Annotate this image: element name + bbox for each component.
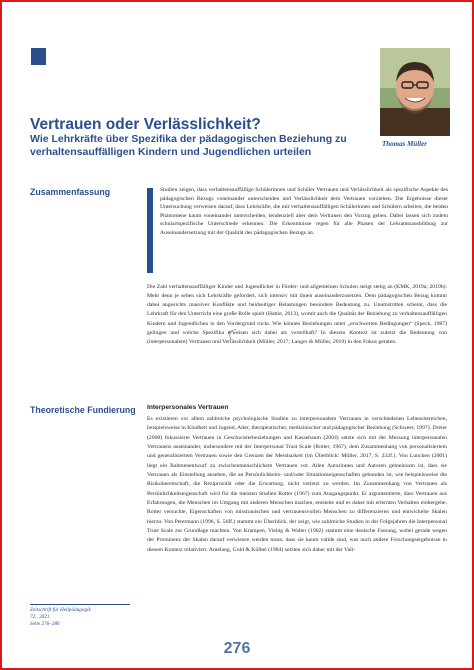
- theory-heading: Theoretische Fundierung: [30, 405, 136, 415]
- journal-info: [30, 604, 130, 628]
- intro-text: Die Zahl verhaltensauffälliger Kinder und Jugendlicher in Förder- und allgemeinen Schulen steigt stetig an (KMK, 2019a; 2019b). Mehr denn je sehen sich Lehrkräfte gefordert, sich intensiv mit ihnen auseinanderzusetzen. Dem pädagogischen Bezug kommt dabei angesichts massiver Konflikte und beidseitiger Belastungen besondere Bedeutung zu. Unumstritten scheint, dass die Lehrkraft für den Unterricht eine große Rolle spielt (Hattie, 2013), womit auch die Qualität der Beziehung zu verhaltensauffälligen Kindern und Jugendlichen in den Vordergrund rückt. Wie können Beziehungen unter „erschwerten Bedingungen“ (Speck, 1987) gelingen und welche Spezifika erweisen sich dabei als vorteilhaft? In diesem Kontext ist zuletzt die Bedeutung von (interpersonalem) Vertrauen und Verlässlichkeit (Müller, 2017; Langer & Müller, 2019) in den Fokus geraten.: [147, 284, 447, 345]
- article-title: Vertrauen oder Verlässlichkeit?: [30, 116, 261, 133]
- article-subtitle: Wie Lehrkräfte über Spezifika der pädagogischen Beziehung zu verhaltensauffälligen Kindern und Jugendlichen urteilen: [30, 133, 347, 158]
- page-number: 276: [223, 640, 251, 657]
- author-name: Thomas Müller: [382, 140, 427, 148]
- interpersonal-text: Es existieren vor allem zahlreiche psychologische Studien zu interpersonalem Vertrauen in verschiedenen Lebensbereichen, beispielsweise in Kindheit und Jugend, Alter, therapeutischer, medizinischer und pädagogischer Beziehung (Schweer, 1997). Dreier (2008) fokussierte Vertrauen in Geschwisterbeziehungen und Kassebaum (2004) setzte sich mit der Messung interpersonalen Vertrauens auseinander, insbesondere mit der Interpersonal Trust Scale (Rotter, 1967), dem Zusammenhang von personalisiertem und generalisiertem Vertrauen sowie den Grenzen der Messbarkeit (im Überblick: Müller, 2017, S. 232f.). Von Luncken (2001) liegt ein Rahmenentwurf zu zwischenmenschlichem Vertrauen vor. Allen Autorinnen und Autoren gemeinsam ist, dass sie Vertrauen als Einstellung ansehen, die an Persönlichkeits- und/oder Situationseigenschaften gebunden ist, wie beispielsweise die Risikobereitschaft, die Reziprozität oder die Erwartung, nicht verletzt zu werden. Im Zusammenhang von Vertrauen als Persönlichkeitseigenschaft wird für die meisten Studien Rotter (1967) zum Ausgangspunkt. Er argumentierte, dass Vertrauen aus Erfahrungen, die Menschen im Umgang mit anderen Menschen machen, entstehe und es daher mit erlernten Verhalten einhergehe. Rotter versuchte, Eigenschaften von misstrauischen und vertrauensvollen Menschen zu differenzieren und entwickelte Skalen hierzu. Von Petermann (1996, S. 56ff.) stammt ein Überblick, der zeigt, wie zahlreiche Studien in der Folgejahren die Interpersonal Trust Scale zur Grundlage machten. Von Krampen, Viebig & Walter (1982) stammt eine deutsche Fassung, wobei gerade wegen der Prominenz der Skalen darauf verwiesen werden muss, dass sie kaum valide sind, was auch andere Forschungsergebnisse in diesem Kontext relativiert. Amelang, Gold & Külbel (1984) setzten sich daher mit der Vali-: [147, 416, 447, 553]
- journal-pages: Seite 276–286: [30, 621, 60, 627]
- journal-name: Zeitschrift für Heilpädagogik: [30, 607, 91, 613]
- journal-volume: 72., 2021: [30, 614, 50, 620]
- author-portrait: [380, 48, 450, 136]
- interpersonal-heading: Interpersonales Vertrauen: [147, 404, 229, 411]
- abstract-bar: [147, 188, 153, 273]
- abstract-text: Studien zeigen, dass verhaltensauffällige Schülerinnen und Schüler Vertrauen und Verlässlichkeit als spezifische Aspekte des pädagogischen Bezugs voneinander unterscheiden und Verlässlichkeit dem Vertrauen vorziehen. Die Ergebnisse dieser Untersuchung verweisen darauf, dass Lehrkräfte, die mit verhaltensauffälligen Schülerinnen und Schülern arbeiten, die beiden Phänomene kaum voneinander unterscheiden, tendenziell aber dem Vertrauen den Vorzug geben. Dabei lassen sich zudem schulartspezifische Unterschiede erkennen. Die Erkenntnisse regen für alle Phasen der Lehramtsausbildung zur Auseinandersetzung mit der Qualität des pädagogischen Bezugs an.: [160, 187, 448, 236]
- section-marker: [31, 48, 46, 65]
- summary-heading: Zusammenfassung: [30, 187, 111, 197]
